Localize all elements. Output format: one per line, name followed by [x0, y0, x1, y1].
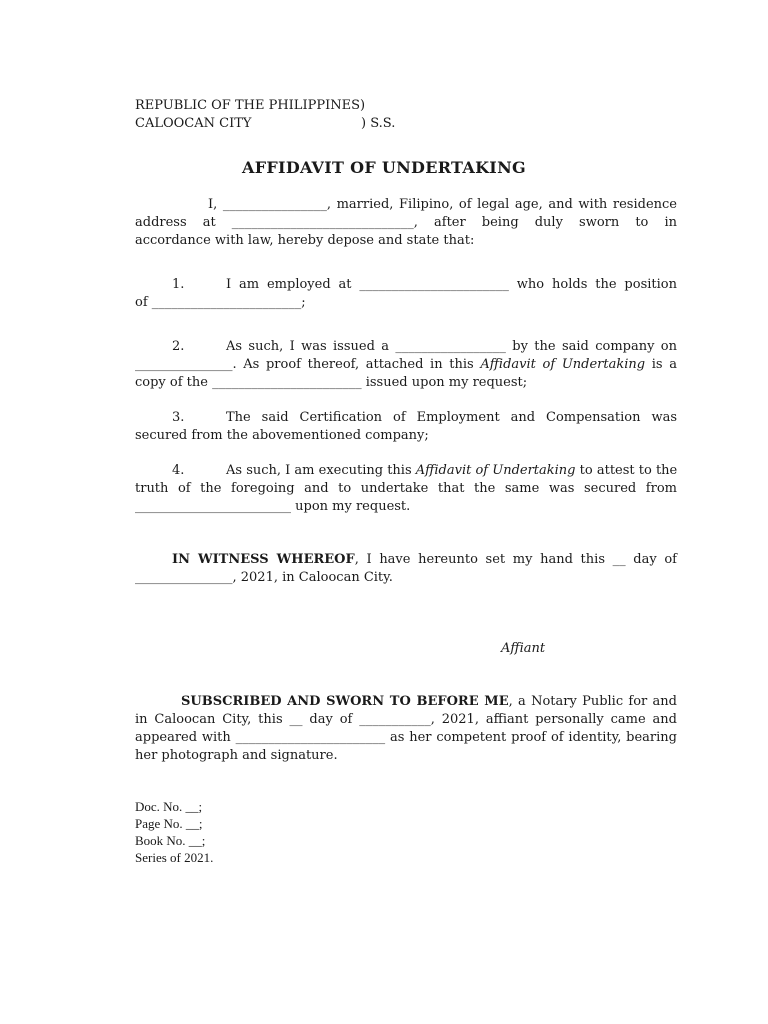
venue-ss: ) S.S. — [361, 116, 396, 131]
item-2-line-1: As such, I was issued a _________________ by the said company on — [226, 339, 677, 354]
document-title: AFFIDAVIT OF UNDERTAKING — [242, 158, 526, 177]
jurat-line-3: appeared with _______________________ as her competent proof of identity, bearing — [135, 730, 677, 745]
witness-line-2: _______________, 2021, in Caloocan City. — [135, 570, 393, 585]
item-3-number: 3. — [172, 410, 185, 425]
jurat-line-2: in Caloocan City, this __ day of ___________, 2021, affiant personally came and — [135, 712, 677, 727]
venue-city: CALOOCAN CITY — [135, 116, 252, 131]
item-1-line-2: of _______________________; — [135, 295, 306, 310]
jurat-line-1: SUBSCRIBED AND SWORN TO BEFORE ME, a Notary Public for and — [181, 694, 677, 709]
item-1-line-1: I am employed at _______________________ who holds the position — [226, 277, 677, 292]
item-2-line-2: _______________. As proof thereof, attached in this Affidavit of Undertaking is a — [135, 357, 677, 372]
item-3-line-2: secured from the abovementioned company; — [135, 428, 429, 443]
item-4-number: 4. — [172, 463, 185, 478]
venue-country: REPUBLIC OF THE PHILIPPINES) — [135, 98, 366, 113]
intro-line-2: address at ____________________________, after being duly sworn to in — [135, 215, 677, 230]
jurat-line-4: her photograph and signature. — [135, 748, 338, 763]
item-4-line-3: ________________________ upon my request. — [135, 499, 411, 514]
series-year: Series of 2021. — [135, 850, 214, 865]
italic-affidavit-title: Affidavit of Undertaking — [415, 463, 576, 478]
item-1-number: 1. — [172, 277, 185, 292]
item-4-line-1: As such, I am executing this Affidavit of Undertaking to attest to the — [226, 463, 678, 478]
intro-line-3: accordance with law, hereby depose and state that: — [135, 233, 475, 248]
item-2-number: 2. — [172, 339, 185, 354]
intro-line-1: I, ________________, married, Filipino, of legal age, and with residence — [208, 197, 677, 212]
item-4-line-2: truth of the foregoing and to undertake that the same was secured from — [135, 481, 677, 496]
item-2-line-3: copy of the _______________________ issued upon my request; — [135, 375, 528, 390]
doc-number: Doc. No. __; — [135, 799, 203, 814]
italic-affidavit-title: Affidavit of Undertaking — [480, 357, 646, 372]
item-3-line-1: The said Certification of Employment and Compensation was — [226, 410, 677, 425]
witness-line-1: IN WITNESS WHEREOF, I have hereunto set my hand this __ day of — [172, 552, 677, 567]
book-number: Book No. __; — [135, 833, 206, 848]
affiant-label: Affiant — [501, 641, 546, 656]
page-number: Page No. __; — [135, 816, 203, 831]
